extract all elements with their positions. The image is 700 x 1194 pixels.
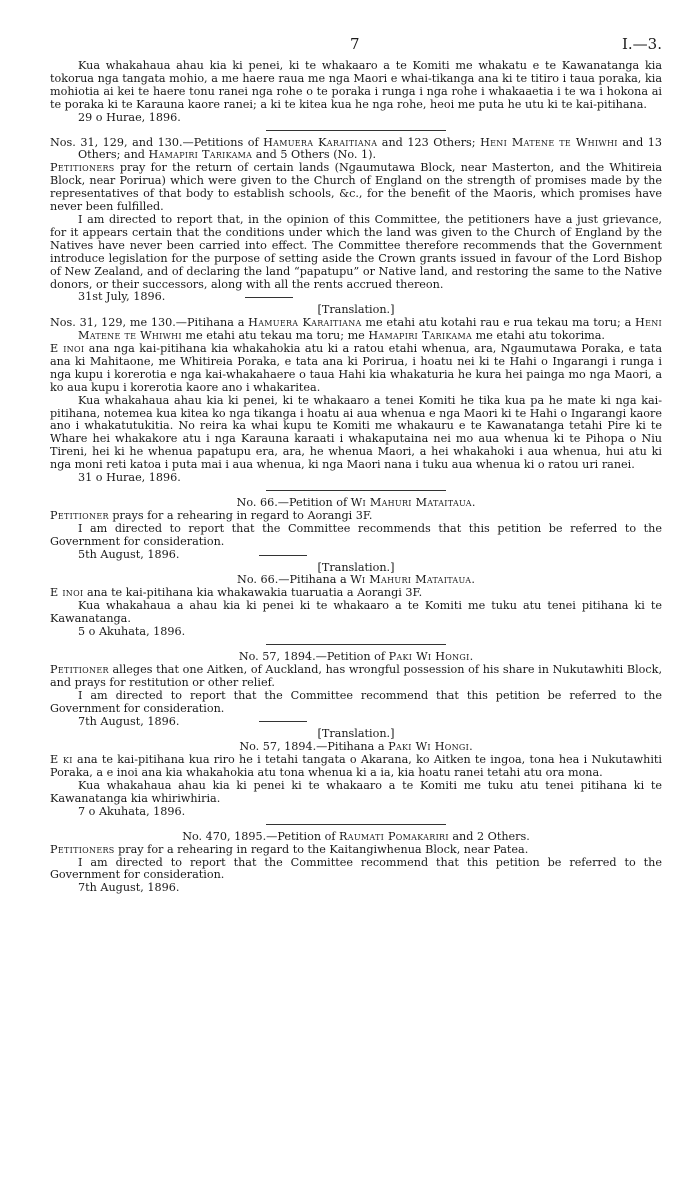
petitioner-name: Heni Matene te Whiwhi <box>78 316 662 343</box>
date-line <box>50 549 662 562</box>
petitioner-name: Paki Wi Hongi <box>388 649 470 663</box>
committee-report: I am directed to report that, in the opinion of this Committee, the petitioners have a just grievance, for it appears certain that the conditions under which the land was given to the Church of England by the Natives have never been carried into effect. The Committee therefore recommends that the Government introduce legislation for the purpose of setting aside the Crown grants issued in favour of the Lord Bishop of New Zealand, and of declaring the land “papatupu” or Native land, and restoring the same to the Native donors, or their successors, along with all the rents accrued thereon. <box>50 212 662 291</box>
short-divider <box>259 721 307 722</box>
petition-lead: Petitioners <box>50 161 115 175</box>
committee-report: I am directed to report that the Committee recommends that this petition be referred to the Government for consideration. <box>50 521 662 548</box>
petition-title-text: No. 470, 1895.—Petition of <box>182 829 340 843</box>
petition-body-text: alleges that one Aitken, of Auckland, has wrongful possession of his share in Nukutawhiti Block, and prays for restitution or other relief. <box>50 662 662 689</box>
petition-title-text: and 13 Others; and <box>78 135 662 162</box>
short-divider <box>259 555 307 556</box>
committee-report: I am directed to report that the Committee recommend that this petition be referred to the Government for consideration. <box>50 855 662 882</box>
translation-label: [Translation.] <box>317 560 395 574</box>
translation-report: Kua whakahaua a ahau kia ki penei ki te whakaaro a te Komiti me tuku atu tenei pitihana ki te Kawanatanga. <box>50 599 662 626</box>
petition-body-text: pray for a rehearing in regard to the Kaitangiwhenua Block, near Patea. <box>114 842 529 856</box>
petition-title-text: . <box>469 649 474 663</box>
petition-title-text: No. 57, 1894.—Petition of <box>238 649 389 663</box>
translation-body-text: ana te kai-pitihana kia whakawakia tuaruatia a Aorangi 3F. <box>83 586 423 600</box>
translation-title-text: me etahi atu tekau ma toru; me <box>181 329 369 343</box>
translation-body <box>50 754 662 780</box>
petition-title-text: Nos. 31, 129, and 130.—Petitions of <box>50 135 264 149</box>
section-divider <box>266 824 446 825</box>
section-divider <box>266 130 446 131</box>
intro-paragraph: Kua whakahaua ahau kia ki penei, ki te whakaaro a te Komiti me whakatu e te Kawanatanga kia tokorua nga tangata mohio, a me haere raua me nga Maori e whai-tikanga ana ki te titiro i taua poraka, kia mohiotia ai kei te haere tonu ranei nga rohe o te poraka i runga i nga rohe i whakaaetia i te wa i hokona ai te poraka ki te Karauna kaore ranei; a ki te kitea kua he nga rohe, heoi me puta he utu ki te kai-pitihana. <box>50 59 662 111</box>
short-divider <box>245 297 293 298</box>
report-date: 7th August, 1896. <box>78 881 180 895</box>
translation-lead: E inoi <box>50 586 84 600</box>
petition-lead: Petitioner <box>50 508 109 522</box>
translation-label: [Translation.] <box>317 303 395 317</box>
report-date: 5th August, 1896. <box>78 547 180 561</box>
section-divider <box>266 644 446 645</box>
petitioner-name: Wi Mahuri Mataitaua <box>350 496 472 509</box>
translation-body-text: ana te kai-pitihana kua riro he i tetahi tangata o Akarana, ko Aitken te ingoa, tona hea i Nukutawhiti Poraka, a e inoi ana kia whakahokia atu tona whenua ki a ia, kia hoatu ranei tetahi atu ora mona. <box>50 753 662 780</box>
translation-title-text: me etahi atu kotahi rau e rua tekau ma toru; a <box>361 316 636 330</box>
section-divider <box>266 490 446 491</box>
translation-title-text: Nos. 31, 129, me 130.—Pitihana a <box>50 316 249 330</box>
translation-title-text: . <box>471 573 475 587</box>
petitioner-name: Hamapiri Tarikama <box>368 329 473 343</box>
translation-title-text: No. 66.—Pitihana a <box>237 573 351 587</box>
translation-date: 5 o Akuhata, 1896. <box>78 625 186 639</box>
petitioner-name: Wi Mahuri Mataitaua <box>350 573 472 587</box>
intro-date: 29 o Hurae, 1896. <box>78 110 181 124</box>
page-header <box>50 36 662 60</box>
translation-body-text: ana nga kai-pitihana kia whakahokia atu ki a ratou etahi whenua, ara, Ngaumutawa Poraka, e tata ana ki Mahitaone, me Whitireia Poraka, e tata ana ki Porirua, i hoatu nei ki te Hahi o Ingarangi i runga i nga kupu i korerotia e nga kai-whakahaere o taua Hahi kia whakaturia he kura hei painga mo nga Maori, a ko aua kupu i korerotia kaore ano i whakaritea. <box>50 342 662 394</box>
committee-report: I am directed to report that the Committee recommend that this petition be referred to the Government for consideration. <box>50 688 662 715</box>
translation-report: Kua whakahaua ahau kia ki penei ki te whakaaro a te Komiti me tuku atu tenei pitihana ki te Kawanatanga kia whiriwhiria. <box>50 779 662 805</box>
petition-body <box>50 162 662 214</box>
sheet-reference: I.—3. <box>621 35 662 53</box>
petitioner-name: Heni Matene te Whiwhi <box>480 135 618 149</box>
petition-body <box>50 664 662 690</box>
petitioner-name: Hamuera Karaitiana <box>263 135 378 149</box>
translation-title <box>50 317 662 343</box>
translation-lead: E ki <box>50 753 73 767</box>
translation-body <box>50 343 662 395</box>
petition-body-text: prays for a rehearing in regard to Aorangi 3F. <box>108 508 373 522</box>
translation-title-text: me etahi atu tokorima. <box>472 329 605 343</box>
petition-title-text: and 123 Others; <box>377 135 481 149</box>
report-date: 7th August, 1896. <box>78 714 180 728</box>
petitioner-name: Hamuera Karaitiana <box>248 316 362 330</box>
petition-body-text: pray for the return of certain lands (Ngaumutawa Block, near Masterton, and the Whitireia Block, near Porirua) which were given to the Church of England on the strength of promises made by the representatives of that body to establish schools, &c., for the benefit of the Maoris, which promises have never been fulfilled. <box>50 161 662 214</box>
petition-body <box>50 510 662 523</box>
translation-date: 7 o Akuhata, 1896. <box>78 804 186 818</box>
petitioner-name: Hamapiri Tarikama <box>148 148 253 162</box>
petitioner-name: Paki Wi Hongi <box>388 740 470 754</box>
translation-label: [Translation.] <box>317 727 395 741</box>
petition-title-text: and 5 Others (No. 1). <box>252 148 377 162</box>
report-date: 31st July, 1896. <box>78 290 166 304</box>
translation-report: Kua whakahaua ahau kia ki penei, ki te whakaaro a tenei Komiti he tika kua pa he mate ki nga kai-pitihana, notemea kua kitea ko nga tikanga i hoatu ai aua whenua e nga Maori ki te Hahi o Ingarangi kaore ano i whakatutukitia. No reira ka whai kupu te Komiti me whakauru e te Kawanatanga tetahi Pire ki te Whare hei whakakore atu i nga Karauna karaati i whakaputaina nei mo aua whenua ki te Pihopa o Niu Tireni, hei ki he whenua papatupu era, ara, he whenua Maori, a hei whakahoki i aua whenua, hui atu ki nga moni reti katoa i puta mai i aua whenua, ki nga Maori nana i tuku aua whenua ki o ratou uri ranei. <box>50 393 662 472</box>
petition-title-text: . <box>471 496 476 509</box>
page-number: 7 <box>350 35 360 53</box>
petition-body <box>50 844 662 857</box>
translation-lead: E inoi <box>50 342 85 356</box>
translation-title-text: . <box>469 740 473 754</box>
translation-title-text: No. 57, 1894.—Pitihana a <box>239 740 389 754</box>
petition-lead: Petitioners <box>50 842 115 856</box>
translation-date: 31 o Hurae, 1896. <box>78 471 181 485</box>
petition-title-text: and 2 Others. <box>448 829 530 843</box>
petition-lead: Petitioner <box>50 662 109 676</box>
petitioner-name: Raumati Pomakariri <box>339 829 449 843</box>
petition-title-text: No. 66.—Petition of <box>236 496 351 509</box>
petition-title <box>50 137 662 163</box>
